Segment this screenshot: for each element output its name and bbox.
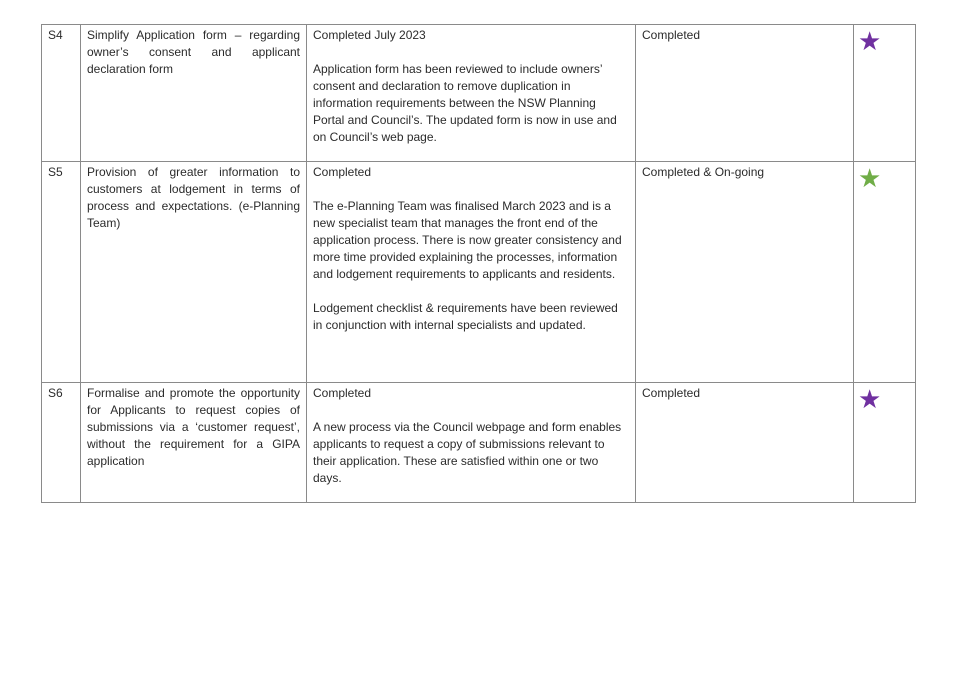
star-icon: ★ bbox=[858, 26, 882, 56]
action-text: Formalise and promote the opportunity for Applicants to request copies of submissions via a ‘customer request’, without the requirement for a GIPA application bbox=[81, 383, 307, 503]
rating-cell bbox=[854, 162, 916, 383]
status-text: Completed & On-going bbox=[636, 162, 854, 383]
row-id: S5 bbox=[42, 162, 81, 383]
rating-cell bbox=[854, 25, 916, 162]
actions-table bbox=[41, 24, 916, 503]
comment-status: Completed July 2023 bbox=[313, 28, 426, 42]
rating-cell bbox=[854, 383, 916, 503]
comment-body: The e-Planning Team was finalised March 2023 and is a new specialist team that manages the front end of the application process. There is now greater consistency and more time provided explaining the processes, information and lodgement requirements to applicants and residents. bbox=[313, 199, 622, 281]
comment-cell bbox=[307, 383, 636, 503]
status-text: Completed bbox=[636, 383, 854, 503]
comment-body: Application form has been reviewed to include owners’ consent and declaration to remove duplication in information requirements between the NSW Planning Portal and Council’s. The updated form is now in use and on Council’s web page. bbox=[313, 62, 617, 144]
comment-body: Lodgement checklist & requirements have been reviewed in conjunction with internal specialists and updated. bbox=[313, 301, 618, 332]
action-text: Simplify Application form – regarding owner’s consent and applicant declaration form bbox=[81, 25, 307, 162]
table-row bbox=[42, 383, 916, 503]
star-icon: ★ bbox=[858, 384, 882, 414]
row-id: S4 bbox=[42, 25, 81, 162]
table-row bbox=[42, 25, 916, 162]
table-row bbox=[42, 162, 916, 383]
star-icon: ★ bbox=[858, 163, 882, 193]
comment-body: A new process via the Council webpage and form enables applicants to request a copy of submissions relevant to their application. These are satisfied within one or two days. bbox=[313, 420, 622, 485]
comment-cell bbox=[307, 25, 636, 162]
comment-status: Completed bbox=[313, 386, 372, 400]
row-id: S6 bbox=[42, 383, 81, 503]
comment-status: Completed bbox=[313, 165, 372, 179]
comment-cell bbox=[307, 162, 636, 383]
status-text: Completed bbox=[636, 25, 854, 162]
action-text: Provision of greater information to customers at lodgement in terms of process and expectations. (e-Planning Team) bbox=[81, 162, 307, 383]
